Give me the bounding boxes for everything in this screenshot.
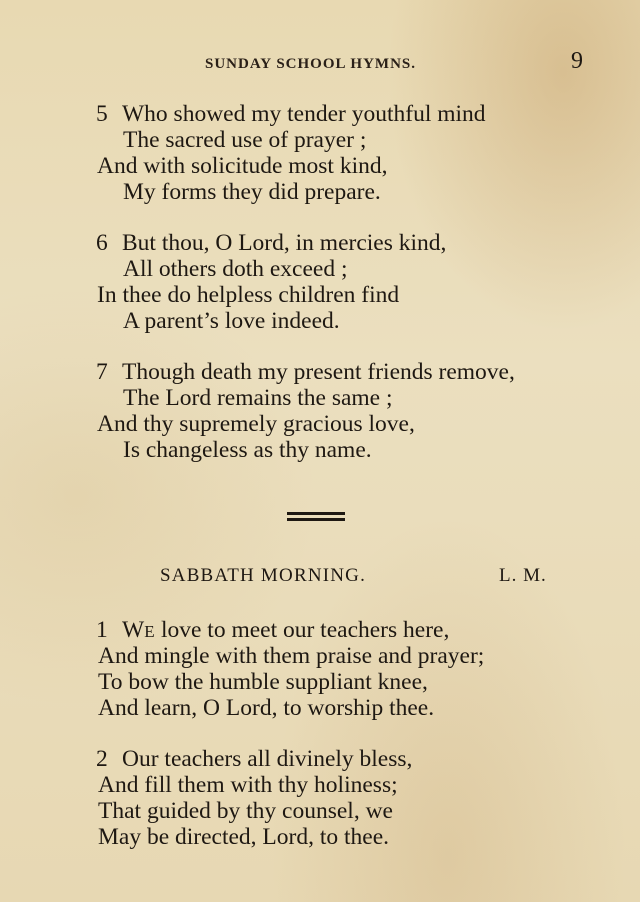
stanza-7-line-3: And thy supremely gracious love,	[97, 411, 415, 437]
stanza-6-line-3: In thee do helpless children find	[97, 282, 400, 308]
hymn-meter: L. M.	[499, 565, 547, 586]
hymn2-stanza-1-line-1: 1 WE love to meet our teachers here,	[96, 617, 450, 643]
small-caps-rest: E	[144, 622, 156, 641]
stanza-7-line-2: The Lord remains the same ;	[123, 385, 393, 411]
stanza-number: 1	[96, 617, 108, 643]
small-caps-initial: W	[122, 617, 145, 643]
running-head: SUNDAY SCHOOL HYMNS.	[205, 56, 417, 72]
hymn2-stanza-1-line-2: And mingle with them praise and prayer;	[98, 643, 485, 669]
stanza-7-line-1: 7 Though death my present friends remove,	[96, 359, 515, 385]
stanza-number: 2	[96, 746, 108, 772]
separator-rule-top	[287, 512, 345, 515]
stanza-6-line-4: A parent’s love indeed.	[123, 308, 340, 334]
stanza-5-line-2: The sacred use of prayer ;	[123, 127, 367, 153]
stanza-7-line-4: Is changeless as thy name.	[123, 437, 372, 463]
separator-rule-bottom	[287, 518, 345, 521]
stanza-5-line-3: And with solicitude most kind,	[97, 153, 388, 179]
stanza-number: 6	[96, 230, 108, 256]
stanza-6-line-1: 6 But thou, O Lord, in mercies kind,	[96, 230, 447, 256]
hymn2-stanza-2-line-1: 2 Our teachers all divinely bless,	[96, 746, 413, 772]
page-number: 9	[571, 48, 583, 74]
stanza-6-line-2: All others doth exceed ;	[123, 256, 348, 282]
stanza-number: 5	[96, 101, 108, 127]
hymn2-stanza-1-line-3: To bow the humble suppliant knee,	[98, 669, 428, 695]
hymn-title: SABBATH MORNING.	[160, 565, 367, 586]
hymn2-stanza-2-line-2: And fill them with thy holiness;	[98, 772, 398, 798]
hymn2-stanza-2-line-4: May be directed, Lord, to thee.	[98, 824, 390, 850]
hymn2-stanza-2-line-3: That guided by thy counsel, we	[98, 798, 393, 824]
stanza-number: 7	[96, 359, 108, 385]
stanza-5-line-1: 5 Who showed my tender youthful mind	[96, 101, 486, 127]
hymn2-stanza-1-line-4: And learn, O Lord, to worship thee.	[98, 695, 435, 721]
stanza-5-line-4: My forms they did prepare.	[123, 179, 381, 205]
